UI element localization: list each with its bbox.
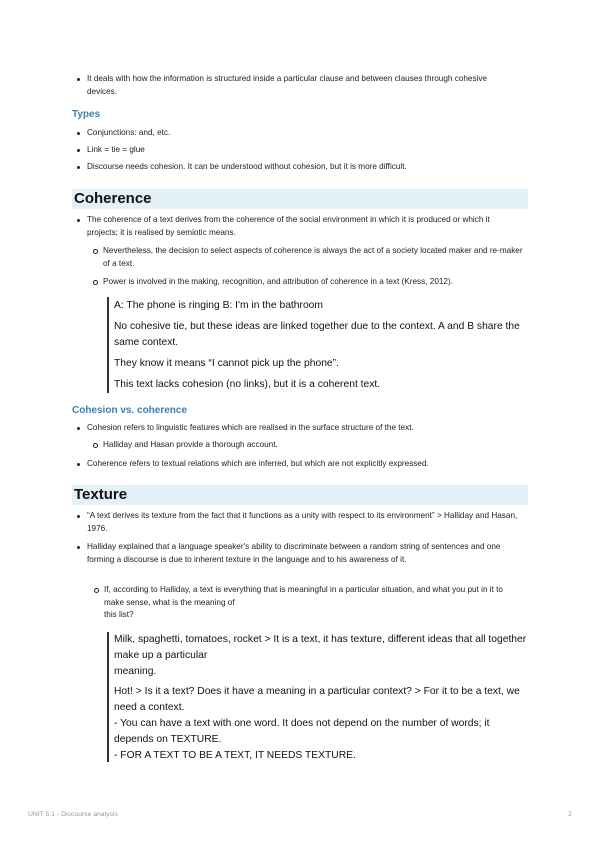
list-item-line: Halliday explained that a language speaker's ability to discriminate between a random string of sentences and one	[87, 542, 501, 551]
list-item: Cohesion refers to linguistic features which are realised in the surface structure of the text.	[87, 422, 517, 435]
list-item: It deals with how the information is structured inside a particular clause and between clauses through cohesive devices.	[87, 73, 517, 98]
quote-line: A: The phone is ringing B: I'm in the bathroom	[114, 300, 323, 311]
coherence-heading: Coherence	[74, 190, 152, 207]
quote-line: - FOR A TEXT TO BE A TEXT, IT NEEDS TEXTURE.	[114, 750, 356, 761]
texture-section-header	[72, 485, 528, 505]
list-item-line: forming a discourse is due to inherent texture in the language and to his awareness of it.	[87, 554, 407, 564]
quote-line: - You can have a text with one word. It does not depend on the number of words; it depends on TEXTURE.	[114, 718, 490, 745]
quote-line: meaning.	[114, 666, 157, 677]
sub-list-item: Power is involved in the making, recognition, and attribution of coherence in a text (Kress, 2012).	[103, 276, 523, 289]
quote-line: They know it means “I cannot pick up the phone”.	[114, 358, 339, 369]
list-item: Coherence refers to textual relations which are inferred, but which are not explicitly expressed.	[87, 458, 517, 471]
quote-line: Milk, spaghetti, tomatoes, rocket > It is a text, it has texture, different ideas that all together make up a particular	[114, 634, 527, 661]
list-item: The coherence of a text derives from the coherence of the social environment in which it is produced or which it projects; it is realised by semiotic means.	[87, 214, 517, 239]
list-item: Discourse needs cohesion. It can be understood without cohesion, but it is more difficult.	[87, 161, 517, 174]
types-heading: Types	[72, 109, 101, 120]
list-item: “A text derives its texture from the fact that it functions as a unity with respect to its environment” > Halliday and Hasan, 1976.	[87, 510, 522, 535]
sub-list-item	[104, 584, 524, 622]
list-item: Conjunctions: and, etc.	[87, 127, 517, 140]
coherence-quote-bar	[107, 297, 109, 393]
quote-line: This text lacks cohesion (no links), but it is a coherent text.	[114, 379, 381, 390]
page-number: 2	[568, 811, 572, 818]
texture-quote-bar	[107, 632, 109, 762]
sub-list-item: Halliday and Hasan provide a thorough account.	[103, 439, 523, 452]
sub-list-item: Nevertheless, the decision to select aspects of coherence is always the act of a society located maker and re-maker of a text.	[103, 245, 523, 270]
texture-heading: Texture	[74, 486, 128, 503]
list-item: Link = tie = glue	[87, 144, 517, 157]
sub-list-item-line: this list?	[104, 610, 134, 619]
quote-line: Hot! > Is it a text? Does it have a meaning in a particular context? > For it to be a text, we need a context.	[114, 686, 520, 713]
coherence-section-header	[72, 189, 528, 209]
cohesion-vs-coherence-heading: Cohesion vs. coherence	[72, 405, 188, 416]
quote-line: No cohesive tie, but these ideas are linked together due to the context. A and B share the same context.	[114, 321, 520, 348]
sub-list-item-line: If, according to Halliday, a text is everything that is meaningful in a particular situation, and what you put in it to make sense, what is the meaning of	[104, 585, 503, 607]
footer-title: UNIT 5.1 - Discourse analysis	[28, 811, 118, 818]
list-item	[87, 541, 527, 566]
